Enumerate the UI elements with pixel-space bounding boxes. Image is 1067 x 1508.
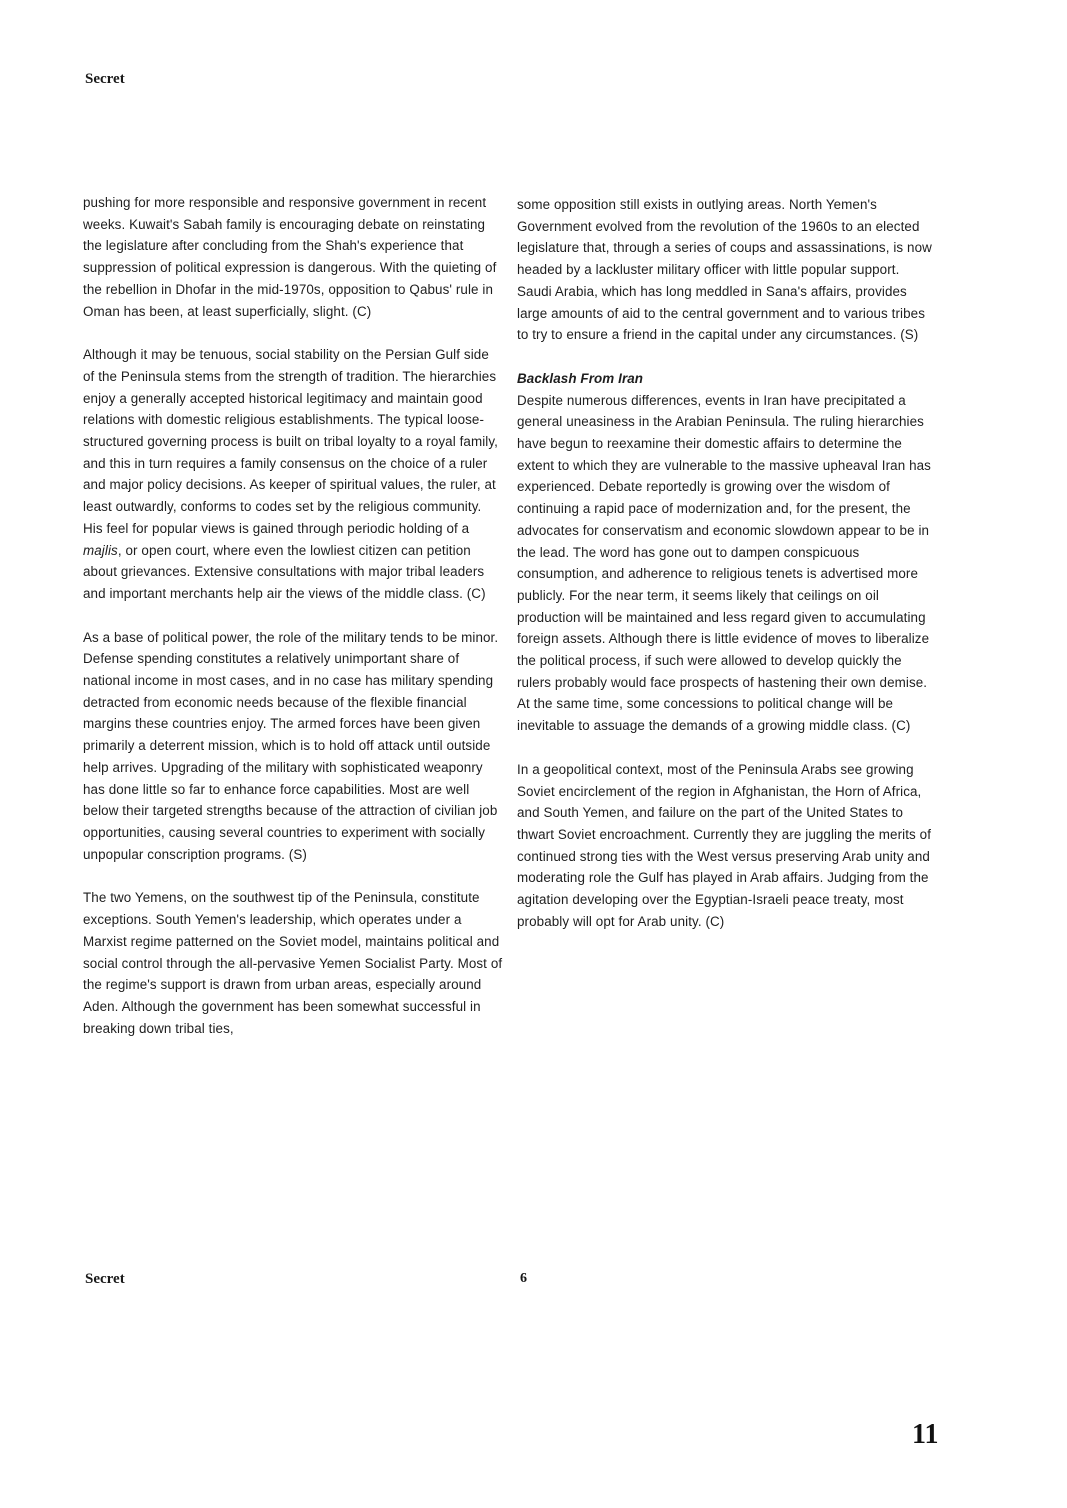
header-classification-marking: Secret	[85, 71, 125, 87]
paragraph-military-role: As a base of political power, the role of the military tends to be minor. Defense spending constitutes a relatively unimportant share of national income in most cases, and in no case has military spending detracted from economic needs because of the flexible financial margins these countries enjoy. The armed forces have been given primarily a deterrent mission, which is to hold off attack until outside help arrives. Upgrading of the military with sophisticated weaponry has done little so far to enhance force capabilities. Most are well below their targeted strengths because of the attraction of civilian job opportunities, causing several countries to experiment with socially unpopular conscription programs. (S)	[83, 629, 499, 862]
section-heading-backlash-from-iran: Backlash From Iran	[517, 370, 644, 386]
left-text-column	[83, 192, 503, 1061]
paragraph-text: Although it may be tenuous, social stability on the Persian Gulf side of the Peninsula stems from the strength of tradition. The hierarchies enjoy a generally accepted historical legitimacy and maintain good relations with domestic religious establishments. The typical loose-structured governing process is built on tribal loyalty to a royal family, and this in turn requires a family consensus on the choice of a ruler and major policy decisions. As keeper of spiritual values, the ruler, at least outwardly, conforms to codes set by the religious community. His feel for popular views is gained through periodic holding of a	[83, 347, 499, 536]
paragraph-text: , or open court, where even the lowliest citizen can petition about grievances. Extensive consultations with major tribal leaders and important merchants help air the views of the middle class. (C)	[83, 542, 486, 601]
paragraph-geopolitical-context: In a geopolitical context, most of the Peninsula Arabs see growing Soviet encirclement of the region in Afghanistan, the Horn of Africa, and South Yemen, and failure on the part of the United States to thwart Soviet encroachment. Currently they are juggling the merits of continued strong ties with the West versus preserving Arab unity and moderating role the Gulf has played in Arab affairs. Judging from the agitation developing over the Egyptian-Israeli peace treaty, most probably will opt for Arab unity. (C)	[517, 761, 932, 929]
majlis-term: majlis	[83, 542, 118, 558]
footer-classification-marking: Secret	[85, 1271, 125, 1287]
paragraph-kuwait-oman: pushing for more responsible and responsive government in recent weeks. Kuwait's Sabah family is encouraging debate on reinstating the legislature after concluding from the Shah's experience that suppression of political expression is dangerous. With the quieting of the rebellion in Dhofar in the mid-1970s, opposition to Qabus' rule in Oman has been, at least superficially, slight. (C)	[83, 195, 497, 319]
paragraph-iran-backlash: Despite numerous differences, events in Iran have precipitated a general uneasiness in the Arabian Peninsula. The ruling hierarchies have begun to reexamine their domestic affairs to determine the extent to which they are vulnerable to the massive upheaval Iran has experienced. Debate reportedly is growing over the wisdom of continuing a rapid pace of modernization and, for the present, the advocates for conservatism and economic slowdown appear to be in the lead. The word has gone out to dampen conspicuous consumption, and adherence to religious tenets is advertised more publicly. For the near term, it seems likely that ceilings on oil production will be maintained and less regard given to accumulating foreign assets. Although there is little evidence of moves to liberalize the political process, if such were allowed to develop quickly the rulers probably would face prospects of hastening their own demise. At the same time, some concessions to political change will be inevitable to assuage the demands of a growing middle class. (C)	[517, 392, 931, 734]
sheet-number: 11	[912, 1419, 939, 1450]
paragraph-two-yemens: The two Yemens, on the southwest tip of the Peninsula, constitute exceptions. South Yemen's leadership, which operates under a Marxist regime patterned on the Soviet model, maintains political and social control through the all-pervasive Yemen Socialist Party. Most of the regime's support is drawn from urban areas, especially around Aden. Although the government has been somewhat successful in breaking down tribal ties,	[83, 890, 503, 1036]
paragraph-north-yemen: some opposition still exists in outlying areas. North Yemen's Government evolved from the revolution of the 1960s to an elected legislature that, through a series of coups and assassinations, is now headed by a lackluster military officer with little popular support. Saudi Arabia, which has long meddled in Sana's affairs, provides large amounts of aid to the central government and to various tribes to try to ensure a friend in the capital under any circumstances. (S)	[517, 197, 932, 343]
right-text-column	[517, 194, 937, 955]
paragraph-social-stability	[83, 344, 503, 604]
page-number: 6	[520, 1271, 527, 1286]
